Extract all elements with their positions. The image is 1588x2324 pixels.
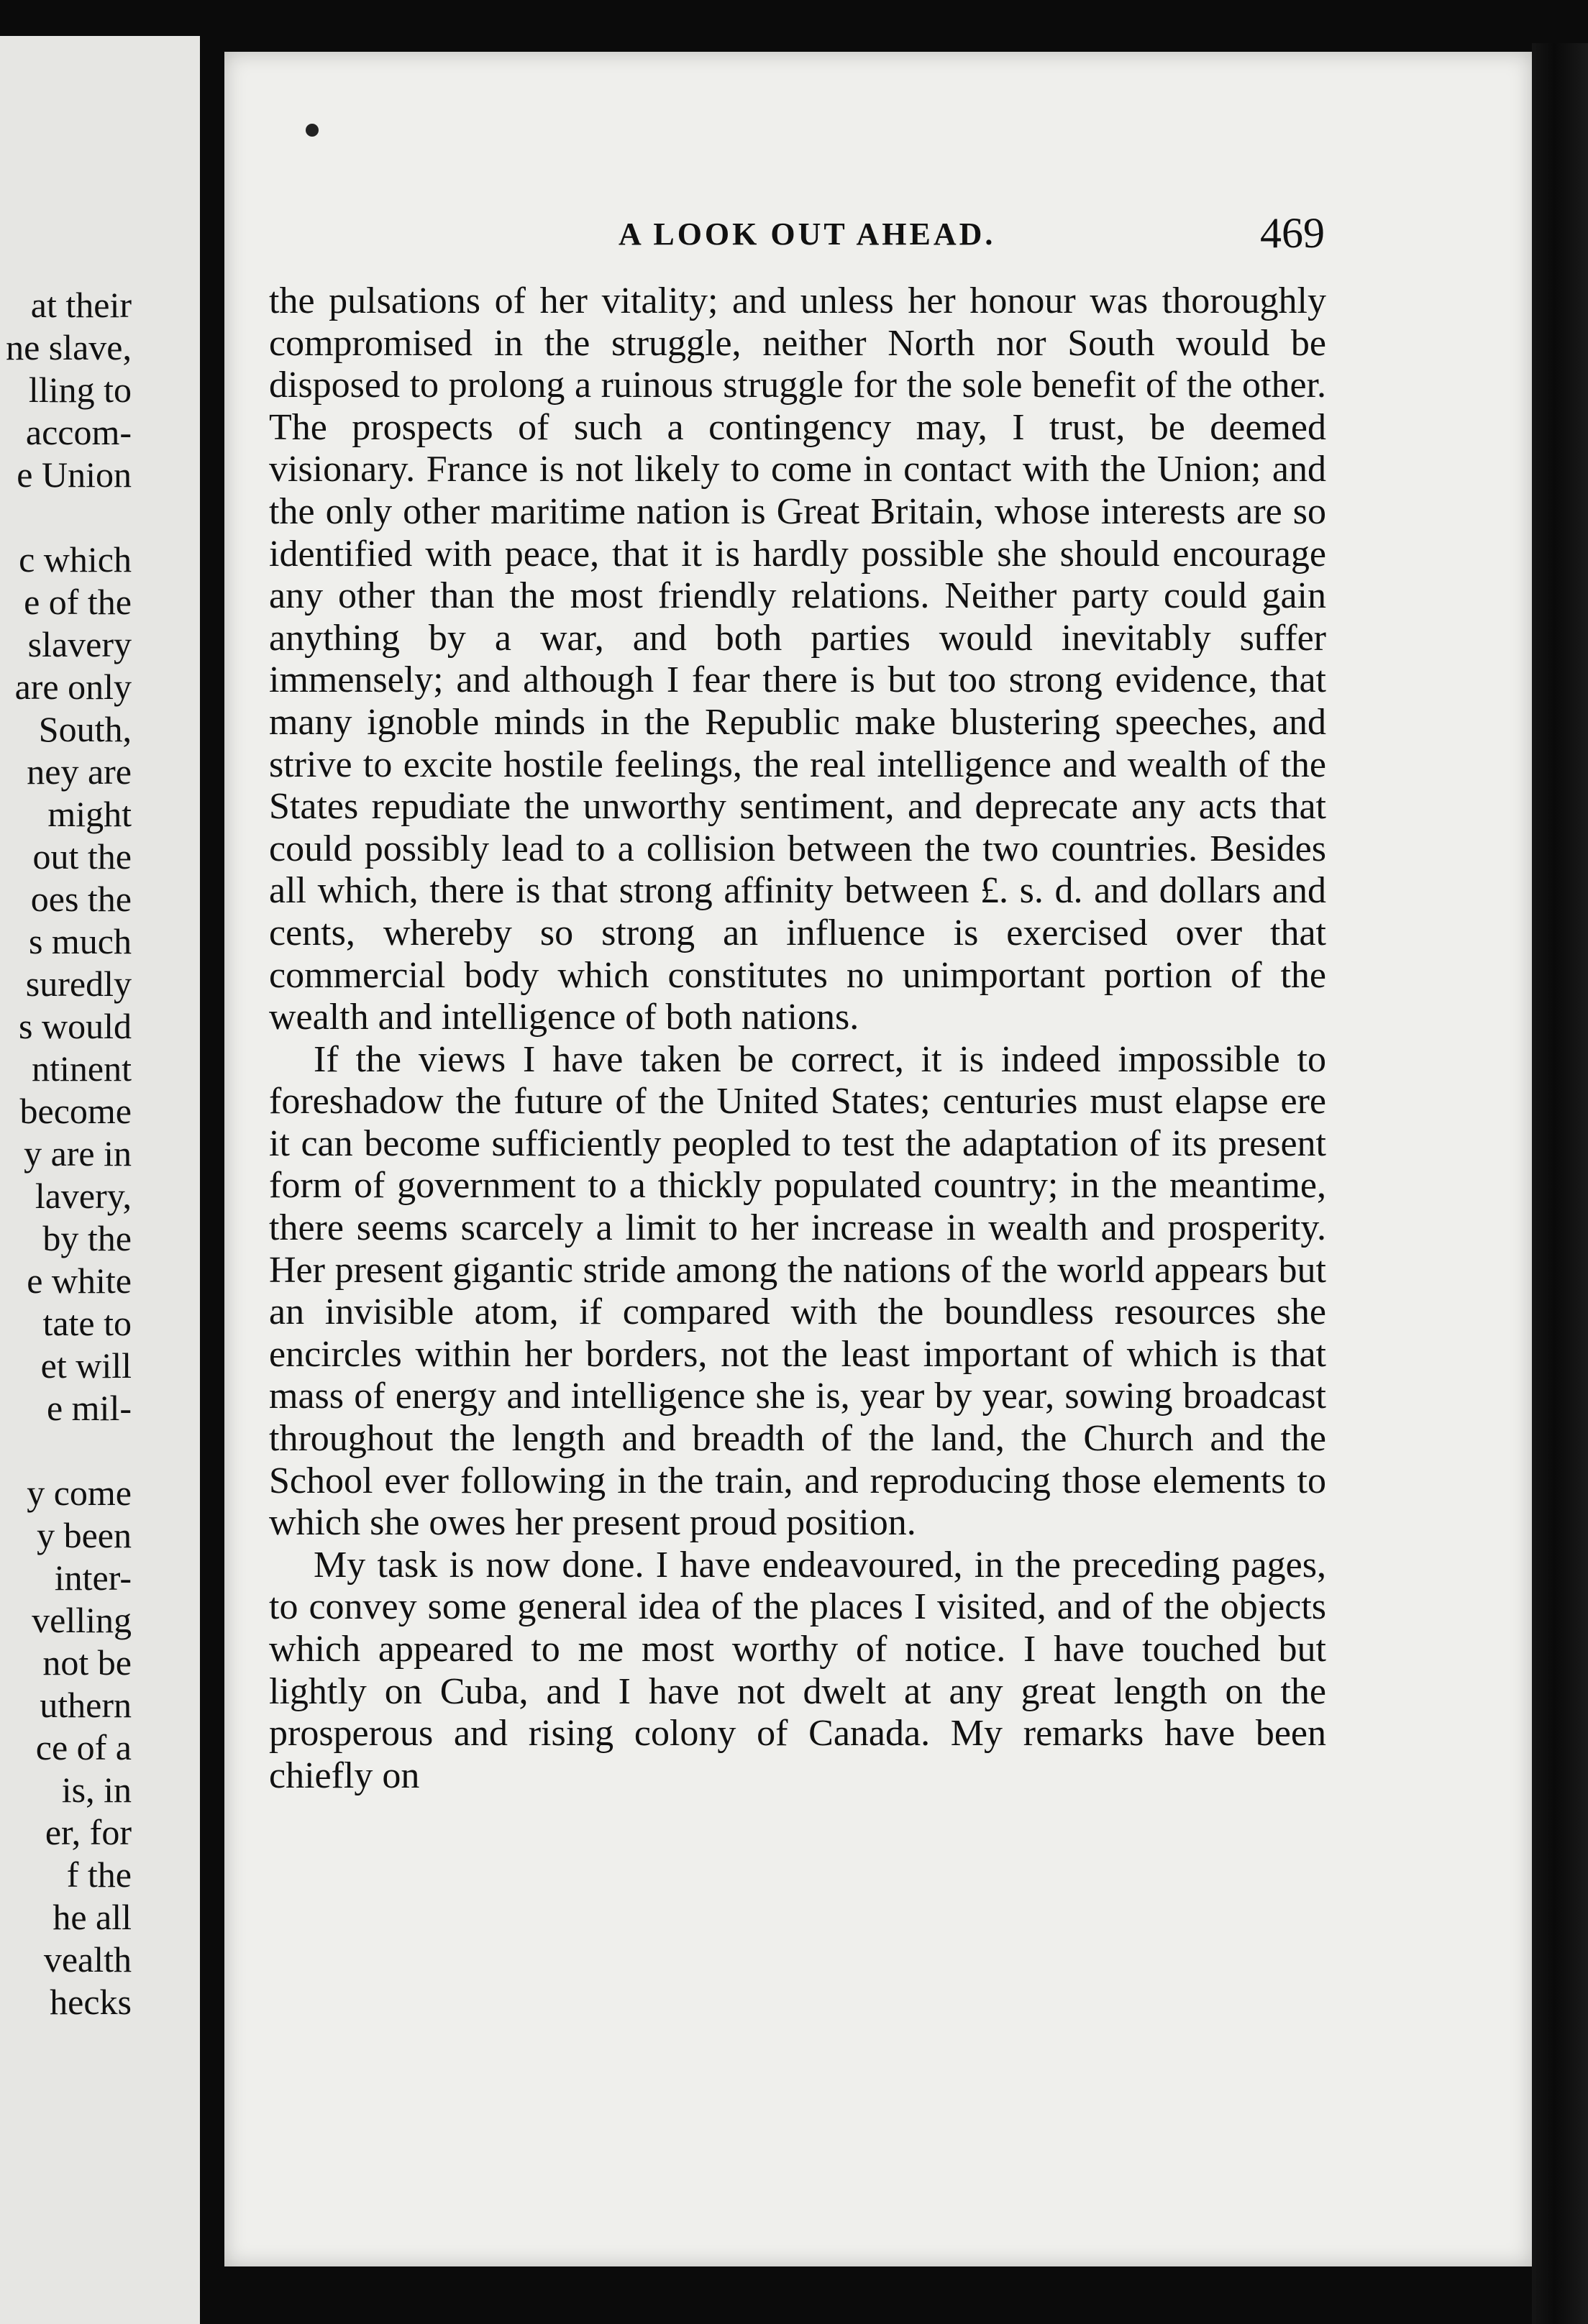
- body-text: [269, 280, 1326, 1797]
- line-gap: [0, 1429, 200, 1472]
- facing-line: inter-: [54, 1557, 132, 1598]
- facing-line: might: [47, 794, 132, 834]
- facing-line: not be: [42, 1642, 132, 1683]
- facing-line: e white: [27, 1261, 132, 1301]
- facing-line: oes the: [30, 879, 132, 919]
- facing-line: South,: [38, 709, 132, 749]
- book-spine-edge: [1532, 43, 1588, 2324]
- facing-line: out the: [32, 836, 132, 877]
- paragraph: the pulsations of her vitality; and unless her honour was thoroughly compromised in the struggle, neither North nor South would be disposed to prolong a ruinous struggle for the sole benefit of the other. The prospects of such a contingency may, I trust, be deemed visionary. France is not likely to come in contact with the Union; and the only other maritime nation is Great Britain, whose interests are so identified with peace, that it is hardly possible she should encourage any other than the most friendly relations. Neither party could gain anything by a war, and both parties would inevitably suffer immensely; and although I fear there is but too strong evidence, that many ignoble minds in the Republic make blustering speeches, and strive to excite hostile feelings, the real intelligence and wealth of the States repudiate the unworthy sentiment, and deprecate any acts that could possibly lead to a collision between the two countries. Besides all which, there is that strong affinity between £. s. d. and dollars and cents, whereby so strong an influence is exercised over that commercial body which constitutes no unimportant portion of the wealth and intelligence of both nations.: [269, 280, 1326, 1038]
- facing-line: is, in: [61, 1770, 132, 1810]
- facing-line: ntinent: [32, 1048, 132, 1089]
- facing-line: tate to: [42, 1303, 132, 1343]
- facing-page-text: [0, 284, 200, 2023]
- facing-line: velling: [32, 1600, 132, 1640]
- facing-line: vealth: [43, 1939, 132, 1980]
- facing-line: suredly: [25, 964, 132, 1004]
- ink-speck: [306, 124, 319, 137]
- facing-line: c which: [19, 539, 132, 580]
- facing-line: f the: [66, 1854, 132, 1895]
- facing-line: ne slave,: [6, 327, 132, 367]
- facing-line: e of the: [24, 582, 132, 622]
- facing-line: by the: [42, 1218, 132, 1258]
- facing-line: y been: [37, 1515, 132, 1555]
- facing-line: he all: [53, 1897, 132, 1937]
- facing-line: lling to: [28, 370, 132, 410]
- line-gap: [0, 496, 200, 539]
- paragraph: My task is now done. I have endeavoured, in the preceding pages, to convey some general idea of the places I visited, and of the objects which appeared to me most worthy of notice. I have touched but lightly on Cuba, and I have not dwelt at any great length on the prosperous and rising colony of Canada. My remarks have been chiefly on: [269, 1544, 1326, 1796]
- facing-line: become: [19, 1091, 132, 1131]
- facing-line: et will: [40, 1345, 132, 1386]
- facing-line: uthern: [40, 1685, 132, 1725]
- paragraph: If the views I have taken be correct, it is indeed impossible to foreshadow the future of the United States; centuries must elapse ere it can become sufficiently peopled to test the adaptation of its present form of government to a thickly populated country; in the meantime, there seems scarcely a limit to her increase in wealth and prosperity. Her present gigantic stride among the nations of the world appears but an invisible atom, if compared with the boundless resources she encircles within her borders, not the least important of which is that mass of energy and intelligence she is, year by year, sowing broadcast throughout the length and breadth of the land, the Church and the School ever following in the train, and reproducing those elements to which she owes her present proud position.: [269, 1038, 1326, 1544]
- facing-line: at their: [30, 285, 132, 325]
- facing-line: e Union: [17, 454, 132, 495]
- facing-line: lavery,: [35, 1176, 132, 1216]
- page-number: 469: [1260, 209, 1325, 257]
- facing-line: hecks: [50, 1982, 132, 2022]
- facing-line: ney are: [27, 751, 132, 792]
- facing-line: slavery: [27, 624, 132, 664]
- facing-line: e mil-: [46, 1388, 132, 1428]
- facing-line: s would: [19, 1006, 132, 1046]
- facing-line: accom-: [25, 412, 132, 452]
- running-head-title: A LOOK OUT AHEAD.: [619, 216, 996, 252]
- facing-line: ce of a: [35, 1727, 132, 1767]
- facing-line: s much: [28, 921, 132, 961]
- running-header: [224, 209, 1532, 266]
- facing-line: are only: [14, 667, 132, 707]
- facing-line: er, for: [45, 1812, 132, 1852]
- facing-line: y come: [27, 1473, 132, 1513]
- book-page: [224, 52, 1532, 2266]
- facing-line: y are in: [24, 1133, 132, 1174]
- facing-page-fragment: [0, 36, 200, 2324]
